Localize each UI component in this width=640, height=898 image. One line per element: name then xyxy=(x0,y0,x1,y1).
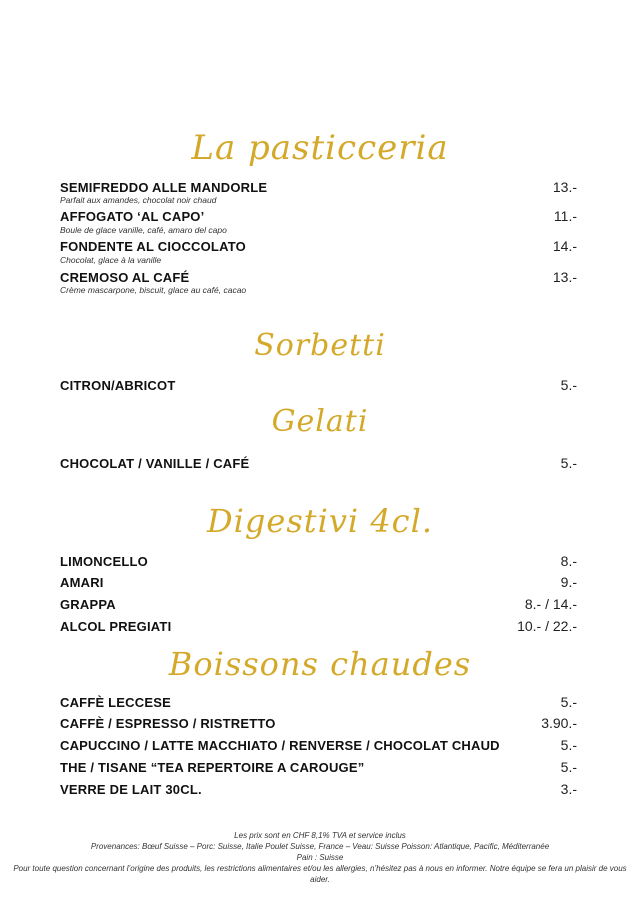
item-price: 11.- xyxy=(553,208,577,224)
item-name: CITRON/ABRICOT xyxy=(60,378,176,393)
item-name: THE / TISANE “TEA REPERTOIRE A CAROUGE” xyxy=(60,760,365,775)
item-price: 8.- / 14.- xyxy=(524,596,577,612)
item-description: Crème mascarpone, biscuit, glace au café, cacao xyxy=(60,285,247,295)
menu-item xyxy=(60,715,577,731)
menu-item xyxy=(60,781,577,797)
item-name: LIMONCELLO xyxy=(60,554,148,569)
item-price: 5.- xyxy=(560,455,577,471)
footer-notes xyxy=(10,830,630,885)
menu-item xyxy=(60,596,577,612)
item-price: 5.- xyxy=(560,694,577,710)
menu-item xyxy=(60,759,577,775)
item-name: ALCOL PREGIATI xyxy=(60,619,172,634)
menu-item xyxy=(60,238,577,254)
menu-item xyxy=(60,208,577,224)
section-title-digestivi: Digestivi 4cl. xyxy=(207,502,433,540)
item-price: 14.- xyxy=(552,238,577,254)
item-description: Parfait aux amandes, chocolat noir chaud xyxy=(60,195,217,205)
item-price: 9.- xyxy=(560,574,577,590)
item-name: AMARI xyxy=(60,575,104,590)
menu-item xyxy=(60,455,577,471)
item-name: CHOCOLAT / VANILLE / CAFÉ xyxy=(60,456,250,471)
item-name: AFFOGATO ‘AL CAPO’ xyxy=(60,209,205,224)
item-price: 3.90.- xyxy=(541,715,577,731)
section-title-gelati: Gelati xyxy=(271,404,369,439)
menu-item xyxy=(60,737,577,753)
menu-item xyxy=(60,694,577,710)
item-price: 5.- xyxy=(560,759,577,775)
menu-item xyxy=(60,179,577,195)
menu-item xyxy=(60,618,577,634)
footer-allergy-note: Pour toute question concernant l’origine des produits, les restrictions alimentaires et/ou les allergies, n’hésitez pas à nous en informer. Notre équipe se fera un plaisir de vous aider. xyxy=(13,864,627,884)
menu-item xyxy=(60,574,577,590)
item-price: 3.- xyxy=(560,781,577,797)
item-price: 5.- xyxy=(560,377,577,393)
item-price: 13.- xyxy=(552,179,577,195)
item-price: 8.- xyxy=(560,553,577,569)
item-name: GRAPPA xyxy=(60,597,116,612)
section-title-sorbetti: Sorbetti xyxy=(254,328,386,363)
item-price: 10.- / 22.- xyxy=(517,618,577,634)
section-title-boissons: Boissons chaudes xyxy=(168,645,472,683)
item-name: SEMIFREDDO ALLE MANDORLE xyxy=(60,180,268,195)
item-price: 5.- xyxy=(560,737,577,753)
item-description: Chocolat, glace à la vanille xyxy=(60,255,162,265)
footer-price-note: Les prix sont en CHF 8,1% TVA et service inclus xyxy=(234,831,406,840)
item-description: Boule de glace vanille, café, amaro del capo xyxy=(60,225,227,235)
item-name: CAPUCCINO / LATTE MACCHIATO / RENVERSE / CHOCOLAT CHAUD xyxy=(60,738,500,753)
menu-item xyxy=(60,269,577,285)
item-name: VERRE DE LAIT 30CL. xyxy=(60,782,202,797)
menu-item xyxy=(60,377,577,393)
section-title-pasticceria: La pasticceria xyxy=(191,128,449,168)
item-name: CREMOSO AL CAFÉ xyxy=(60,270,190,285)
item-price: 13.- xyxy=(552,269,577,285)
footer-provenance: Provenances: Bœuf Suisse – Porc: Suisse, Italie Poulet Suisse, France – Veau: Suisse Poisson: Atlantique, Pacific, Méditerranée xyxy=(90,842,550,851)
item-name: FONDENTE AL CIOCCOLATO xyxy=(60,239,246,254)
item-name: CAFFÈ / ESPRESSO / RISTRETTO xyxy=(60,716,276,731)
item-name: CAFFÈ LECCESE xyxy=(60,695,171,710)
menu-item xyxy=(60,553,577,569)
footer-bread: Pain : Suisse xyxy=(296,853,344,862)
